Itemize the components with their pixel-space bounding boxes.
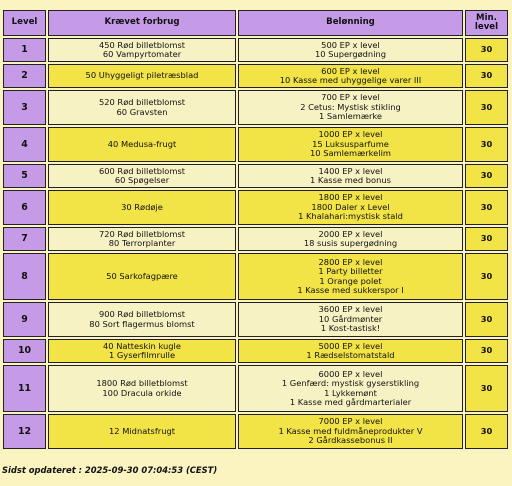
reward-line: 1 Khalahari:mystisk stald (298, 211, 403, 222)
required-line: 520 Rød billetblomst (98, 97, 186, 108)
reward-lines (241, 41, 460, 60)
level-cell: 3 (3, 90, 46, 125)
required-lines (51, 310, 233, 329)
table-row (3, 64, 508, 88)
reward-line: 1 Kasse med gårdmarterialer (289, 396, 412, 407)
reward-line: 1800 EP x level (318, 192, 383, 203)
required-consumption-cell (48, 164, 236, 188)
required-line: 30 Rødøje (121, 201, 163, 212)
required-consumption-cell (48, 339, 236, 363)
reward-line: 1 Kasse med sukkerspor I (297, 284, 404, 295)
reward-line: 1 Genfærd: mystisk gyserstikling (281, 378, 420, 389)
min-level-cell: 30 (465, 253, 508, 300)
reward-line: 2800 EP x level (318, 256, 383, 267)
min-level-cell: 30 (465, 365, 508, 412)
reward-line: 15 Luksusparfume (312, 138, 389, 149)
required-lines (51, 379, 233, 398)
required-line: 40 Medusa-frugt (107, 138, 177, 149)
reward-line: 1 Samlemærke (318, 111, 382, 122)
min-level-cell: 30 (465, 190, 508, 225)
required-line: 60 Vampyrtomater (102, 49, 182, 59)
reward-line: 1 Lykkemønt (324, 387, 377, 398)
header-min-level (465, 10, 508, 36)
reward-cell (238, 164, 463, 188)
table-row (3, 90, 508, 125)
level-cell: 7 (3, 227, 46, 251)
required-lines (51, 230, 233, 249)
required-consumption-cell (48, 365, 236, 412)
required-line: 450 Rød billetblomst (98, 39, 186, 50)
table-row (3, 127, 508, 162)
table-row (3, 227, 508, 251)
reward-lines (241, 305, 460, 333)
level-cell: 1 (3, 38, 46, 62)
last-updated-text: Sidst opdateret : 2025-09-30 07:04:53 (CEST) (2, 465, 218, 475)
level-cell: 10 (3, 339, 46, 363)
header-min-level-text: Min. level (474, 13, 499, 32)
reward-line: 1 Orange polet (319, 275, 382, 286)
reward-line: 3600 EP x level (318, 304, 383, 315)
table-row (3, 253, 508, 300)
reward-line: 1000 EP x level (318, 129, 383, 140)
required-consumption-cell (48, 190, 236, 225)
required-line: 80 Sort flagermus blomst (89, 318, 195, 329)
required-consumption-cell (48, 64, 236, 88)
required-consumption-cell (48, 227, 236, 251)
table-row (3, 339, 508, 363)
level-cell: 8 (3, 253, 46, 300)
reward-lines (241, 342, 460, 361)
reward-lines (241, 258, 460, 296)
reward-lines (241, 417, 460, 445)
required-lines (51, 71, 233, 80)
required-lines (51, 272, 233, 281)
reward-cell (238, 253, 463, 300)
required-line: 50 Uhyggeligt piletræsblad (85, 70, 199, 81)
required-line: 80 Terrorplanter (108, 238, 176, 248)
reward-lines (241, 67, 460, 86)
reward-line: 6000 EP x level (318, 368, 383, 379)
reward-line: 1 Kasse med bonus (310, 175, 391, 185)
required-lines (51, 140, 233, 149)
reward-line: 2000 EP x level (318, 228, 383, 239)
required-line: 600 Rød billetblomst (98, 165, 186, 176)
required-consumption-cell (48, 302, 236, 337)
required-line: 12 Midnatsfrugt (109, 425, 175, 436)
header-level: Level (3, 10, 46, 36)
header-required-consumption: Krævet forbrug (48, 10, 236, 36)
min-level-cell: 30 (465, 339, 508, 363)
required-line: 720 Rød billetblomst (98, 228, 186, 239)
min-level-cell: 30 (465, 164, 508, 188)
level-cell: 11 (3, 365, 46, 412)
required-lines (51, 342, 233, 361)
reward-lines (241, 193, 460, 221)
table-row (3, 38, 508, 62)
reward-line: 1800 Daler x Level (311, 201, 390, 212)
level-cell: 12 (3, 414, 46, 449)
min-level-cell: 30 (465, 302, 508, 337)
required-line: 40 Natteskin kugle (103, 340, 181, 351)
required-line: 900 Rød billetblomst (98, 309, 186, 320)
required-line: 50 Sarkofagpære (106, 270, 178, 281)
reward-line: 1 Kost-tastisk! (320, 323, 381, 334)
reward-line: 500 EP x level (321, 39, 380, 50)
required-lines (51, 427, 233, 436)
required-consumption-cell (48, 414, 236, 449)
reward-cell (238, 64, 463, 88)
reward-line: 10 Gårdmønter (318, 313, 383, 324)
reward-line: 1 Party billetter (318, 266, 383, 277)
reward-cell (238, 365, 463, 412)
reward-line: 18 susis supergødning (303, 238, 398, 248)
reward-line: 1 Kasse med fuldmåneprodukter V (278, 425, 423, 436)
required-consumption-cell (48, 38, 236, 62)
required-line: 100 Dracula orkide (102, 387, 182, 398)
required-line: 1800 Rød billetblomst (96, 378, 188, 389)
reward-line: 5000 EP x level (318, 340, 383, 351)
reward-line: 10 Samlemærkelim (310, 148, 391, 159)
required-line: 60 Spøgelser (114, 175, 170, 185)
min-level-cell: 30 (465, 227, 508, 251)
min-level-cell: 30 (465, 90, 508, 125)
header-reward: Belønning (238, 10, 463, 36)
reward-lines (241, 230, 460, 249)
reward-line: 600 EP x level (321, 65, 380, 76)
reward-cell (238, 339, 463, 363)
reward-lines (241, 167, 460, 186)
required-lines (51, 167, 233, 186)
reward-line: 2 Cetus: Mystisk stikling (300, 101, 401, 112)
reward-cell (238, 302, 463, 337)
required-lines (51, 203, 233, 212)
reward-line: 700 EP x level (321, 92, 380, 103)
table-row (3, 302, 508, 337)
required-lines (51, 41, 233, 60)
required-consumption-cell (48, 127, 236, 162)
required-lines (51, 98, 233, 117)
required-consumption-cell (48, 90, 236, 125)
reward-line: 10 Kasse med uhyggelige varer III (279, 75, 422, 85)
required-line: 1 Gyserfilmrulle (108, 350, 176, 360)
required-line: 60 Gravsten (116, 106, 168, 117)
reward-lines (241, 130, 460, 158)
min-level-cell: 30 (465, 64, 508, 88)
reward-line: 7000 EP x level (318, 416, 383, 427)
level-cell: 9 (3, 302, 46, 337)
table-row (3, 190, 508, 225)
min-level-cell: 30 (465, 414, 508, 449)
min-level-cell: 30 (465, 127, 508, 162)
required-consumption-cell (48, 253, 236, 300)
min-level-cell: 30 (465, 38, 508, 62)
reward-lines (241, 93, 460, 121)
reward-cell (238, 38, 463, 62)
level-cell: 4 (3, 127, 46, 162)
table-row (3, 414, 508, 449)
reward-cell (238, 414, 463, 449)
reward-cell (238, 227, 463, 251)
level-cell: 2 (3, 64, 46, 88)
level-rewards-table (1, 8, 510, 451)
level-cell: 6 (3, 190, 46, 225)
level-cell: 5 (3, 164, 46, 188)
reward-line: 10 Supergødning (314, 49, 387, 59)
table-header-row (3, 10, 508, 36)
reward-cell (238, 127, 463, 162)
reward-lines (241, 370, 460, 408)
reward-cell (238, 190, 463, 225)
reward-cell (238, 90, 463, 125)
reward-line: 2 Gårdkassebonus II (308, 435, 393, 446)
table-row (3, 365, 508, 412)
table-row (3, 164, 508, 188)
reward-line: 1 Rædselstomatstald (306, 350, 395, 360)
reward-line: 1400 EP x level (318, 165, 383, 176)
